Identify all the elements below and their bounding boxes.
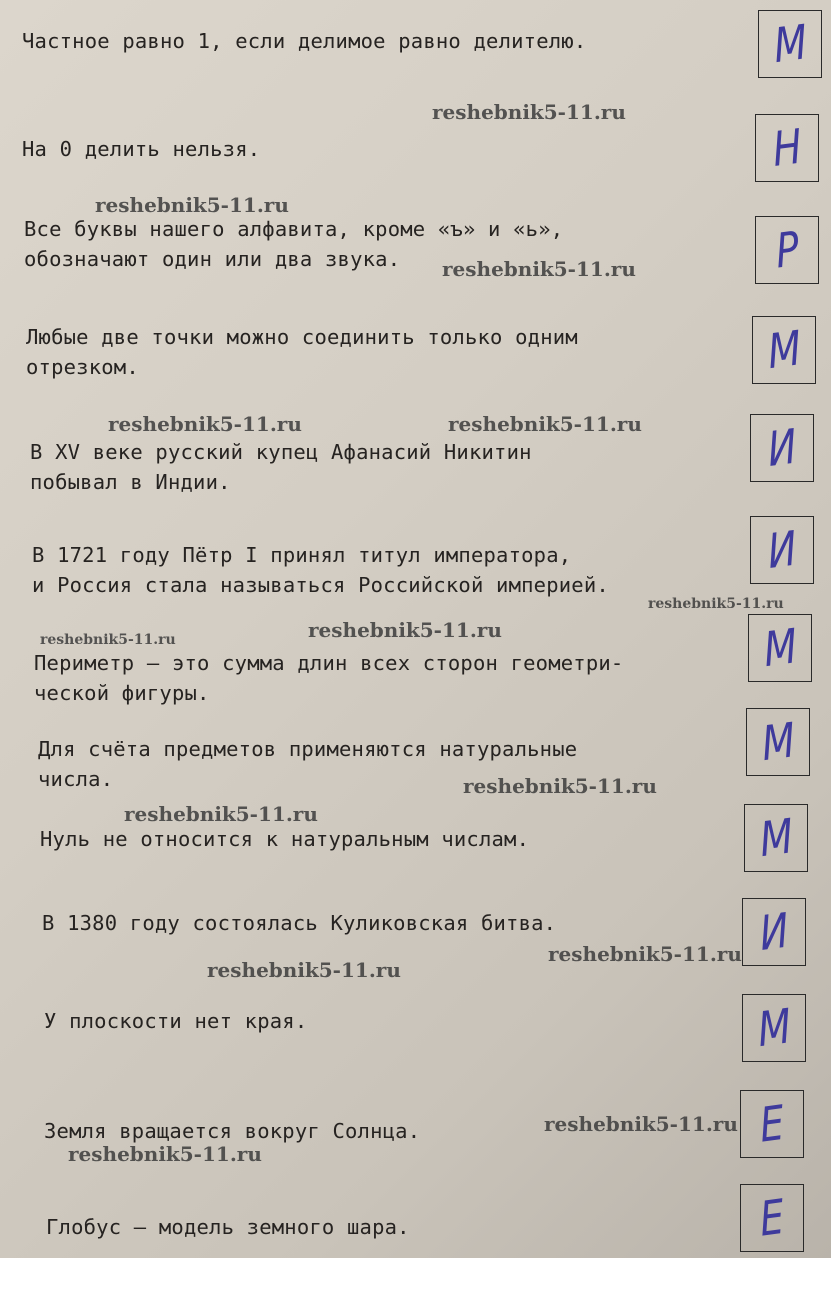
- watermark: reshebnik5-11.ru: [544, 1112, 738, 1136]
- answer-box: [750, 516, 814, 584]
- answer-mark: Р: [773, 221, 801, 279]
- statement-2: [22, 134, 260, 164]
- answer-mark: Е: [757, 1189, 787, 1247]
- statement-line: и Россия стала называться Российской империей.: [32, 573, 609, 597]
- statement-line: побывал в Индии.: [30, 470, 231, 494]
- answer-mark: М: [761, 618, 799, 678]
- statement-line: отрезком.: [26, 355, 139, 379]
- answer-box: [740, 1090, 804, 1158]
- statement-line: числа.: [38, 767, 114, 791]
- statement-7: [34, 648, 623, 708]
- watermark: reshebnik5-11.ru: [40, 632, 176, 648]
- statement-10: [42, 908, 556, 938]
- answer-mark: М: [765, 320, 803, 380]
- statement-line: Частное равно 1, если делимое равно делителю.: [22, 29, 587, 53]
- statement-line: В XV веке русский купец Афанасий Никитин: [30, 440, 532, 464]
- watermark: reshebnik5-11.ru: [448, 412, 642, 436]
- statement-line: Для счёта предметов применяются натуральные: [38, 737, 578, 761]
- watermark: reshebnik5-11.ru: [124, 802, 318, 826]
- watermark: reshebnik5-11.ru: [108, 412, 302, 436]
- statement-line: Периметр — это сумма длин всех сторон геометри-: [34, 651, 624, 675]
- answer-mark: И: [765, 520, 799, 580]
- answer-box: [748, 614, 812, 682]
- watermark: reshebnik5-11.ru: [207, 958, 401, 982]
- statement-6: [32, 540, 609, 600]
- answer-box: [755, 216, 819, 284]
- statement-5: [30, 437, 532, 497]
- watermark: reshebnik5-11.ru: [463, 774, 657, 798]
- statement-11: [44, 1006, 307, 1036]
- watermark: reshebnik5-11.ru: [648, 596, 784, 612]
- answer-box: [752, 316, 816, 384]
- statement-line: В 1380 году состоялась Куликовская битва.: [42, 911, 557, 935]
- watermark: reshebnik5-11.ru: [68, 1142, 262, 1166]
- statement-line: В 1721 году Пётр I принял титул императора,: [32, 543, 572, 567]
- answer-mark: М: [757, 808, 795, 868]
- statement-line: ческой фигуры.: [34, 681, 210, 705]
- statement-line: Земля вращается вокруг Солнца.: [44, 1119, 421, 1143]
- statement-line: Глобус — модель земного шара.: [46, 1215, 410, 1239]
- watermark: reshebnik5-11.ru: [442, 257, 636, 281]
- watermark: reshebnik5-11.ru: [548, 942, 742, 966]
- answer-box: [750, 414, 814, 482]
- answer-box: [755, 114, 819, 182]
- answer-mark: М: [755, 998, 793, 1058]
- statement-line: Нуль не относится к натуральным числам.: [40, 827, 530, 851]
- watermark: reshebnik5-11.ru: [432, 100, 626, 124]
- statement-line: Любые две точки можно соединить только одним: [26, 325, 578, 349]
- answer-mark: М: [771, 14, 809, 74]
- answer-box: [758, 10, 822, 78]
- answer-mark: И: [757, 902, 791, 962]
- statement-line: У плоскости нет края.: [44, 1009, 308, 1033]
- answer-box: [742, 898, 806, 966]
- answer-box: [744, 804, 808, 872]
- statement-9: [40, 824, 529, 854]
- watermark: reshebnik5-11.ru: [308, 618, 502, 642]
- statement-line: На 0 делить нельзя.: [22, 137, 261, 161]
- answer-box: [742, 994, 806, 1062]
- answer-box: [746, 708, 810, 776]
- statement-line: обозначают один или два звука.: [24, 247, 401, 271]
- statement-4: [26, 322, 578, 382]
- answer-mark: Н: [770, 118, 804, 178]
- statement-line: Все буквы нашего алфавита, кроме «ъ» и «ь»,: [24, 217, 564, 241]
- answer-mark: Е: [757, 1095, 787, 1153]
- watermark: reshebnik5-11.ru: [95, 193, 289, 217]
- answer-mark: М: [759, 712, 797, 772]
- answer-box: [740, 1184, 804, 1252]
- answer-mark: И: [765, 418, 799, 478]
- statement-13: [46, 1212, 410, 1242]
- statement-1: [22, 26, 586, 56]
